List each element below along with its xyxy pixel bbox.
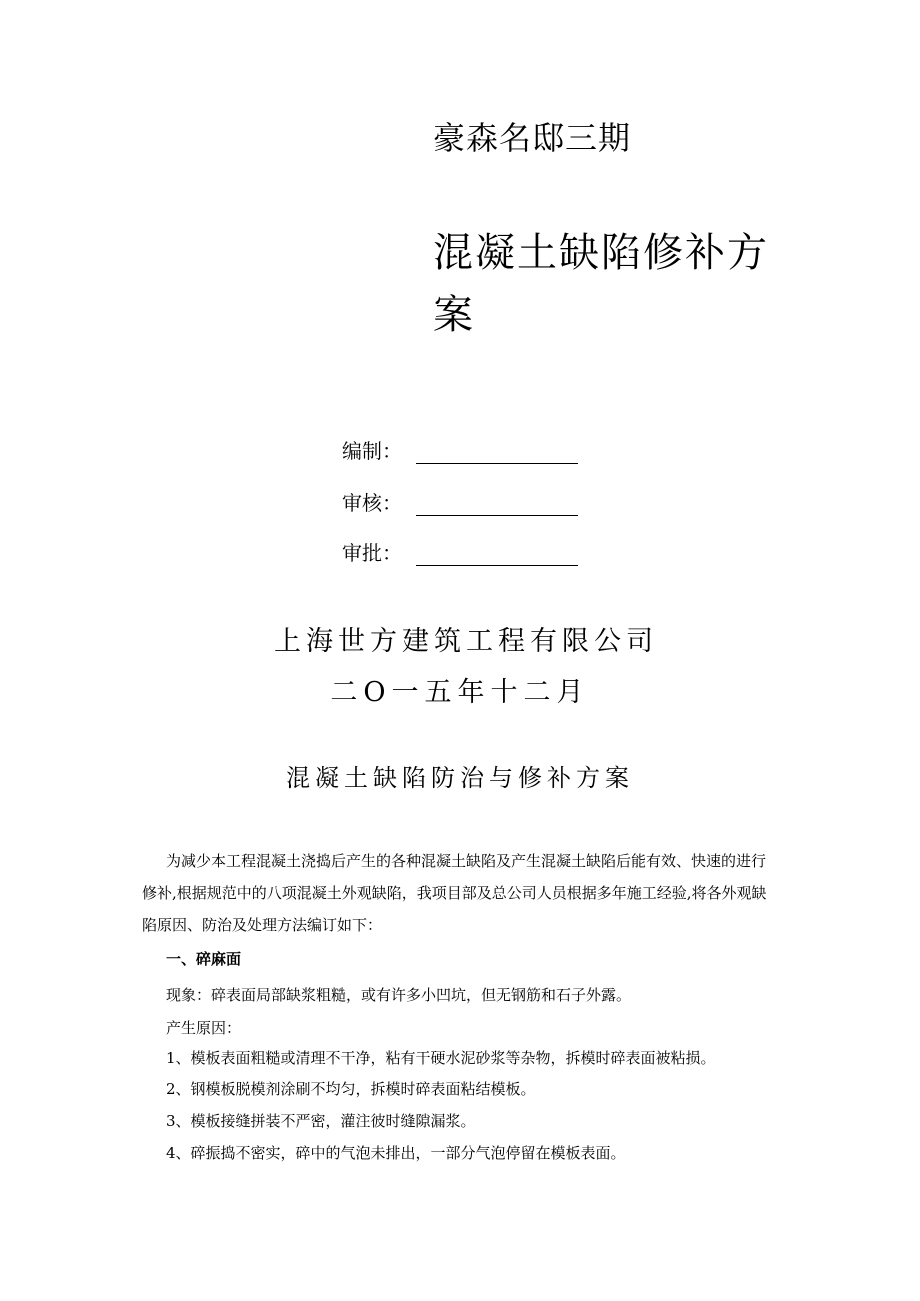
intro-line: 为减少本工程混凝土浇捣后产生的各种混凝土缺陷及产生混凝土缺陷后能有效、快速的进行: [166, 852, 767, 870]
cause-label: 产生原因：: [166, 1019, 242, 1037]
signature-label-approved: 审批：: [342, 541, 402, 565]
signature-line-approved: [416, 547, 578, 566]
cause-item: 4、碎振捣不密实，碎中的气泡未排出，一部分气泡停留在模板表面。: [166, 1144, 626, 1162]
signature-line-reviewed: [416, 497, 578, 516]
signature-row-reviewed: [342, 487, 578, 516]
cause-item: 3、模板接缝拼装不严密，灌注彼时缝隙漏浆。: [166, 1112, 476, 1130]
signature-row-approved: [342, 537, 578, 566]
intro-line: 陷原因、防治及处理方法编订如下：: [142, 916, 383, 934]
cause-item: 1、模板表面粗糙或清理不干净，粘有干硬水泥砂浆等杂物，拆模时碎表面被粘损。: [166, 1049, 716, 1067]
company-name: 上海世方建筑工程有限公司: [274, 626, 658, 657]
signature-label-prepared: 编制：: [342, 439, 402, 463]
section-title: 混凝土缺陷防治与修补方案: [286, 764, 634, 792]
document-title: 混凝土缺陷修补方案: [433, 230, 769, 338]
signature-label-reviewed: 审核：: [342, 491, 402, 515]
signature-row-prepared: [342, 435, 578, 464]
intro-line: 修补,根据规范中的八项混凝土外观缺陷，我项目部及总公司人员根据多年施工经验,将各外观缺: [142, 884, 767, 902]
signature-line-prepared: [416, 445, 578, 464]
heading-pockmarked-surface: 一、碎麻面: [166, 950, 242, 968]
document-date: 二O一五年十二月: [330, 677, 590, 708]
project-title: 豪森名邸三期: [433, 119, 632, 157]
cause-item: 2、钢模板脱模剂涂刷不均匀，拆模时碎表面粘结模板。: [166, 1080, 536, 1098]
phenomenon-text: 现象：碎表面局部缺浆粗糙，或有许多小凹坑，但无钢筋和石子外露。: [166, 986, 632, 1004]
